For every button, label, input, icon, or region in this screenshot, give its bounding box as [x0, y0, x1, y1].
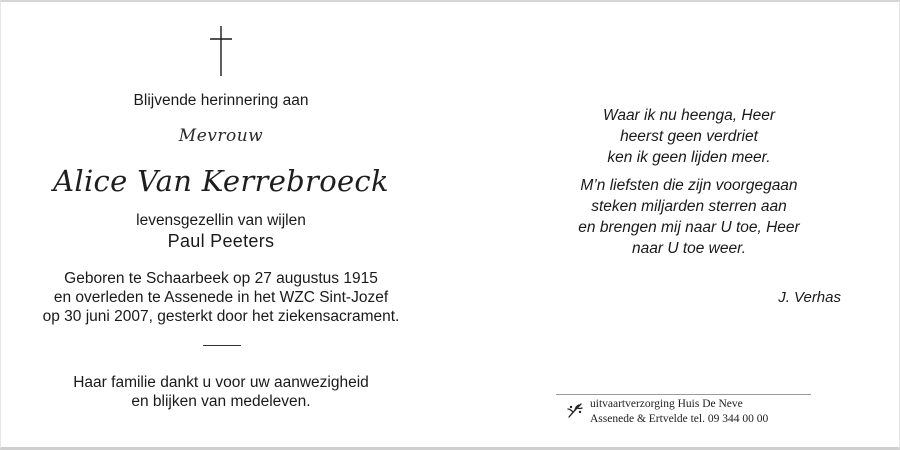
poem-line: heerst geen verdriet [620, 128, 758, 145]
funeral-home-name: uitvaartverzorging Huis De Neve [590, 398, 743, 410]
relation-text: levensgezellin van wijlen [136, 212, 306, 229]
honorific: Mevrouw [178, 126, 264, 146]
poem-line: Waar ik nu heenga, Heer [602, 107, 776, 124]
cross-icon [210, 26, 232, 76]
poem-line: en brengen mij naar U toe, Heer [578, 219, 800, 236]
partner-name: Paul Peeters [167, 231, 275, 251]
intro-text: Blijvende herinnering aan [133, 92, 309, 109]
life-line-2: en overleden te Assenede in het WZC Sint-Jozef [53, 289, 389, 306]
deceased-name: Alice Van Kerrebroeck [53, 164, 389, 198]
poem-line: M’n liefsten die zijn voorgegaan [580, 177, 798, 194]
funeral-home-text [590, 397, 768, 427]
poem-line: naar U toe weer. [631, 240, 746, 257]
flower-logo-icon [566, 401, 584, 419]
poem-line: ken ik geen lijden meer. [607, 149, 771, 166]
poem-author: J. Verhas [778, 289, 841, 306]
divider [203, 345, 241, 346]
funeral-home-footer [556, 394, 811, 429]
funeral-home-contact: Assenede & Ertvelde tel. 09 344 00 00 [590, 413, 769, 425]
life-line-3: op 30 juni 2007, gesterkt door het ziekensacrament. [42, 308, 400, 325]
life-line-1: Geboren te Schaarbeek op 27 augustus 1915 [64, 270, 378, 287]
poem-line: steken miljarden sterren aan [591, 198, 787, 215]
thanks-line-1: Haar familie dankt u voor uw aanwezigheid [73, 374, 369, 391]
thanks-line-2: en blijken van medeleven. [131, 393, 311, 410]
